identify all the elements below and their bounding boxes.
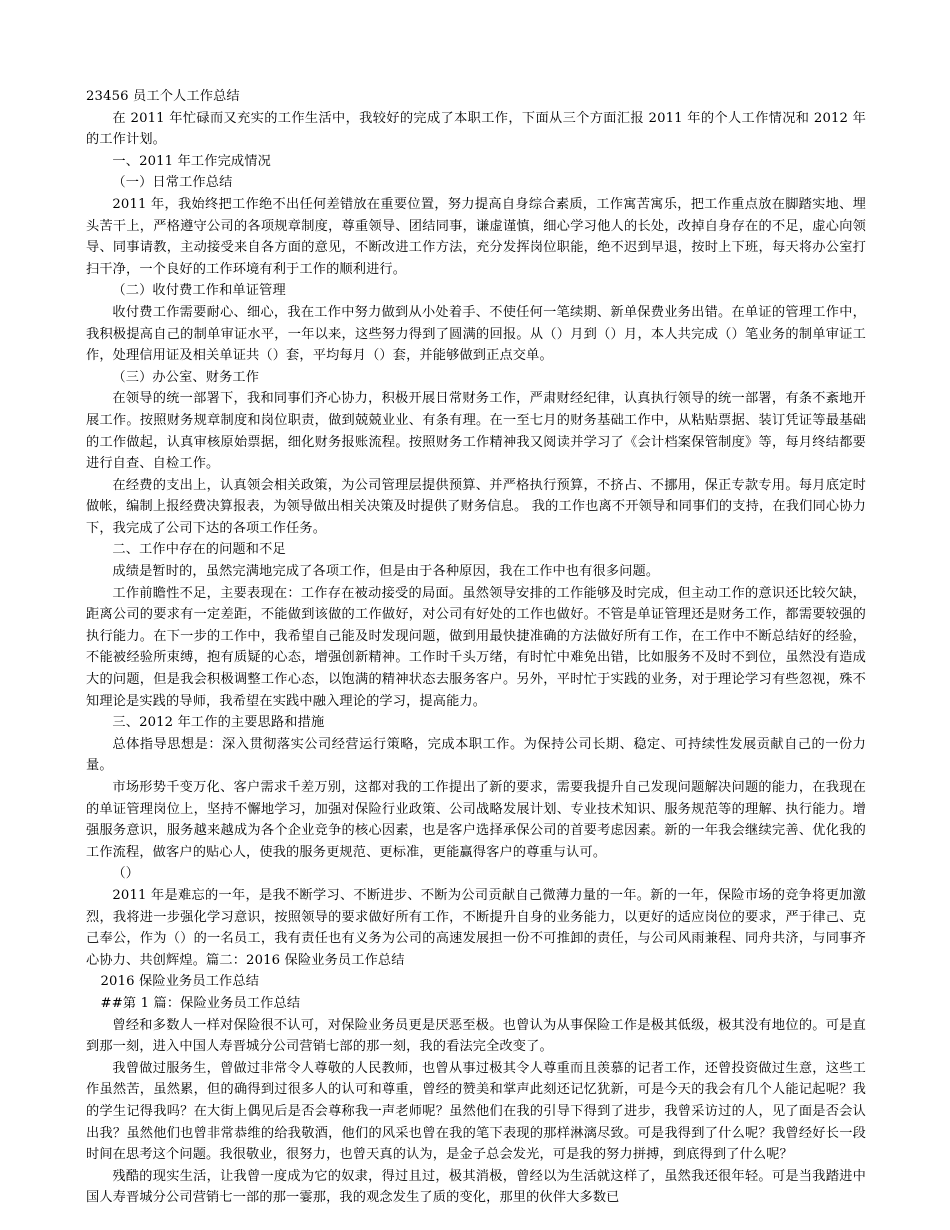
- paragraph-part-2c: 残酷的现实生活，让我曾一度成为它的奴隶，得过且过，极其消极，曾经以为生活就这样了，虽然我还很年轻。可是当我踏进中国人寿晋城分公司营销七一部的那一霎那，我的观念发生了质的变化，那里的伙伴大多数已: [86, 1168, 866, 1206]
- paragraph-empty-paren: （）: [112, 866, 140, 882]
- doc-title-line: 23456 员工个人工作总结: [86, 89, 240, 104]
- heading-section-1-2: （二）收付费工作和单证管理: [112, 283, 286, 299]
- paragraph-part-2b: 我曾做过服务生，曾做过非常令人尊敬的人民教师，也曾从事过极其令人尊重而且羡慕的记者工作，还曾投资做过生意，这些工作虽然苦，虽然累，但的确得到过很多人的认可和尊重，曾经的赞美和掌声此刻还记忆犹新，可是今天的我会有几个人能记起呢？我的学生记得我吗？在大街上偶见后是否会尊称我一声老师呢？虽然他们在我的引导下得到了进步，我曾采访过的人，见了面是否会认出我？虽然他们也曾非常恭维的给我敬酒，他们的风采也曾在我的笔下表现的那样淋漓尽致。可是我得到了什么呢？我曾经好长一段时间在思考这个问题。我很敬业，很努力，也曾天真的认为，是金子总会发光，可是我的努力拼搏，到底得到了什么呢？: [86, 1060, 866, 1163]
- paragraph-part-2a: 曾经和多数人一样对保险很不认可，对保险业务员更是厌恶至极。也曾认为从事保险工作是极其低级，极其没有地位的。可是直到那一刻，进入中国人寿晋城分公司营销七部的那一刻，我的看法完全改变了。: [86, 1017, 866, 1055]
- paragraph-closing: 2011 年是难忘的一年，是我不断学习、不断进步、不断为公司贡献自己微薄力量的一年。新的一年，保险市场的竞争将更加激烈，我将进一步强化学习意识，按照领导的要求做好所有工作，不断提升自身的业务能力，以更好的适应岗位的要求，严于律己、克己奉公，作为（）的一名员工，我有责任也有义务为公司的高速发展担一份不可推卸的责任，与公司风雨兼程、同舟共济，与同事齐心协力、共创辉煌。篇二：2016 保险业务员工作总结: [86, 887, 866, 968]
- paragraph-section-3a: 总体指导思想是：深入贯彻落实公司经营运行策略，完成本职工作。为保持公司长期、稳定、可持续性发展贡献自己的一份力量。: [86, 736, 866, 774]
- heading-section-1: 一、2011 年工作完成情况: [112, 153, 271, 169]
- paragraph-section-1-2: 收付费工作需要耐心、细心，我在工作中努力做到从小处着手、不使任何一笔续期、新单保费业务出错。在单证的管理工作中，我积极提高自己的制单审证水平，一年以来，这些努力得到了圆满的回报。从（）月到（）月，本人共完成（）笔业务的制单审证工作，处理信用证及相关单证共（）套，平均每月（）套，并能够做到正点交单。: [86, 304, 866, 364]
- heading-section-3: 三、2012 年工作的主要思路和措施: [112, 715, 325, 731]
- heading-part-2-title: 2016 保险业务员工作总结: [100, 974, 260, 990]
- paragraph-section-1-3a: 在领导的统一部署下，我和同事们齐心协力，积极开展日常财务工作，严肃财经纪律，认真执行领导的统一部署，有条不紊地开展工作。按照财务规章制度和岗位职责，做到兢兢业业、有条有理。在一至七月的财务基础工作中，从粘贴票据、装订凭证等最基础的工作做起，认真审核原始票据，细化财务报账流程。按照财务工作精神我又阅读并学习了《会计档案保管制度》等，每月终结都要进行自查、自检工作。: [86, 391, 866, 472]
- heading-section-1-3: （三）办公室、财务工作: [112, 369, 260, 385]
- paragraph-section-2b: 工作前瞻性不足，主要表现在：工作存在被动接受的局面。虽然领导安排的工作能够及时完成，但主动工作的意识还比较欠缺，距离公司的要求有一定差距，不能做到该做的工作做好，对公司有好处的工作也做好。不管是单证管理还是财务工作，都需要较强的执行能力。在下一步的工作中，我希望自己能及时发现问题，做到用最快捷准确的方法做好所有工作，在工作中不断总结好的经验，不能被经验所束缚，抱有质疑的心态，增强创新精神。工作时千头万绪，有时忙中难免出错，比如服务不及时不到位，虽然没有造成大的问题，但是我会积极调整工作心态，以饱满的精神状态去服务客户。另外，平时忙于实践的业务，对于理论学习有些忽视，殊不知理论是实践的导师，我希望在实践中融入理论的学习，提高能力。: [86, 585, 866, 709]
- paragraph-intro: 在 2011 年忙碌而又充实的工作生活中，我较好的完成了本职工作，下面从三个方面汇报 2011 年的个人工作情况和 2012 年的工作计划。: [86, 110, 866, 148]
- heading-part-2-chapter: ##第 1 篇：保险业务员工作总结: [100, 995, 301, 1011]
- paragraph-section-1-1: 2011 年，我始终把工作绝不出任何差错放在重要位置，努力提高自身综合素质，工作寓苦寓乐，把工作重点放在脚踏实地、埋头苦干上，严格遵守公司的各项规章制度，尊重领导、团结同事，谦虚谨慎，细心学习他人的长处，改掉自身存在的不足，虚心向领导、同事请教，主动接受来自各方面的意见，不断改进工作方法，充分发挥岗位职能，绝不迟到早退，按时上下班，每天将办公室打扫干净，一个良好的工作环境有利于工作的顺利进行。: [86, 196, 866, 277]
- heading-section-1-1: （一）日常工作总结: [112, 175, 233, 191]
- paragraph-section-2a: 成绩是暂时的，虽然完满地完成了各项工作，但是由于各种原因，我在工作中也有很多问题。: [112, 564, 660, 580]
- document-body: [86, 86, 866, 1209]
- heading-section-2: 二、工作中存在的问题和不足: [112, 542, 286, 558]
- paragraph-section-3b: 市场形势千变万化、客户需求千差万别，这都对我的工作提出了新的要求，需要我提升自己发现问题解决问题的能力，在我现在的单证管理岗位上，坚持不懈地学习，加强对保险行业政策、公司战略发展计划、专业技术知识、服务规范等的理解、执行能力。增强服务意识，服务越来越成为各个企业竞争的核心因素，也是客户选择承保公司的首要考虑因素。新的一年我会继续完善、优化我的工作流程，做客户的贴心人，使我的服务更规范、更标准，更能赢得客户的尊重与认可。: [86, 780, 866, 860]
- paragraph-section-1-3b: 在经费的支出上，认真领会相关政策，为公司管理层提供预算、并严格执行预算，不挤占、不挪用，保正专款专用。每月底定时做帐，编制上报经费决算报表，为领导做出相关决策及时提供了财务信息。 我的工作也离不开领导和同事们的支持，在我们同心协力下，我完成了公司下达的各项工作任务。: [86, 477, 866, 536]
